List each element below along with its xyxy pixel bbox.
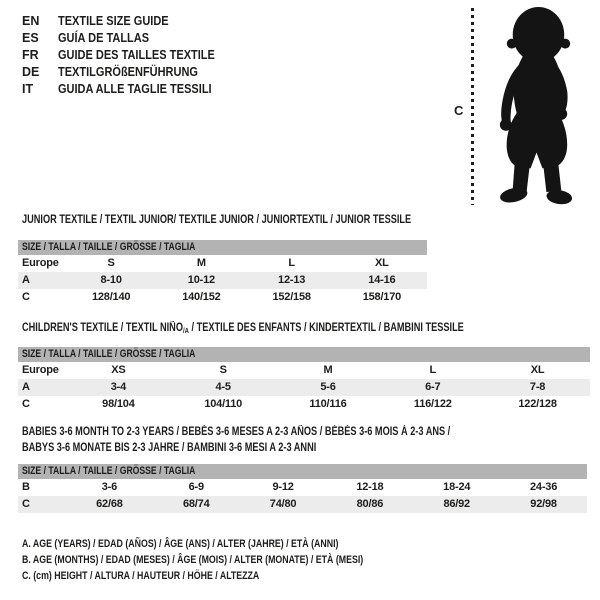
size-cell: 140/152 bbox=[182, 291, 221, 303]
row-label: C bbox=[22, 498, 30, 510]
size-cell: S bbox=[107, 257, 115, 269]
size-cell: XS bbox=[111, 364, 126, 376]
size-cell: 9-12 bbox=[272, 481, 294, 493]
size-cell: 116/122 bbox=[413, 398, 452, 410]
language-row bbox=[22, 47, 236, 64]
children-section-title: CHILDREN'S TEXTILE / TEXTIL $NIÑO_{/A}$ / TEXTILE DES ENFANTS / KINDERTEXTIL / BAMBINI TESSILE bbox=[22, 322, 464, 335]
size-cell: 14-16 bbox=[368, 274, 396, 286]
size-cell: L bbox=[429, 364, 437, 376]
legend-line-height: C. (cm) HEIGHT / ALTURA / HAUTEUR / HÖHE / ALTEZZA bbox=[22, 570, 260, 582]
table-row bbox=[18, 479, 587, 496]
size-cell: S bbox=[219, 364, 227, 376]
language-list bbox=[22, 13, 236, 98]
size-cell: 104/110 bbox=[204, 398, 243, 410]
size-cell: 92/98 bbox=[530, 498, 557, 510]
language-row bbox=[22, 81, 236, 98]
size-cell: 6-7 bbox=[425, 381, 441, 393]
row-label: A bbox=[22, 381, 30, 393]
row-label: C bbox=[22, 398, 30, 410]
size-cell: M bbox=[196, 257, 206, 269]
height-measure-line bbox=[471, 8, 474, 205]
size-cell: 12-18 bbox=[356, 481, 384, 493]
size-cell: 152/158 bbox=[272, 291, 311, 303]
language-title: TEXTILE SIZE GUIDE bbox=[58, 14, 169, 28]
size-cell: 110/116 bbox=[309, 398, 347, 410]
size-cell: 24-36 bbox=[529, 481, 558, 493]
language-row bbox=[22, 13, 236, 30]
row-label: Europe bbox=[22, 364, 59, 376]
size-cell: 122/128 bbox=[518, 398, 557, 410]
table-row bbox=[18, 289, 427, 306]
size-cell: 7-8 bbox=[529, 381, 546, 393]
row-label: C bbox=[22, 291, 30, 303]
junior-size-table bbox=[18, 240, 427, 306]
size-cell: 158/170 bbox=[362, 291, 402, 303]
language-title: GUÍA DE TALLAS bbox=[58, 31, 150, 45]
size-cell: 86/92 bbox=[443, 498, 470, 510]
language-code: FR bbox=[22, 48, 39, 62]
language-title: GUIDE DES TAILLES TEXTILE bbox=[58, 48, 215, 62]
language-title: TEXTILGRÖßENFÜHRUNG bbox=[58, 65, 198, 79]
size-cell: 98/104 bbox=[102, 398, 135, 410]
size-cell: 128/140 bbox=[91, 291, 131, 303]
children-size-table bbox=[18, 347, 590, 413]
table-row bbox=[18, 255, 427, 272]
language-code: ES bbox=[22, 31, 39, 45]
legend-line-age-months: B. AGE (MONTHS) / EDAD (MESES) / ÂGE (MOIS) / ALTER (MONATE) / ETÀ (MESI) bbox=[22, 554, 364, 566]
size-cell: XL bbox=[375, 257, 389, 269]
table-header-bar: SIZE / TALLA / TAILLE / GRÖSSE / TAGLIA bbox=[18, 464, 587, 479]
babies-section-title: BABIES 3-6 MONTH TO 2-3 YEARS / BEBÉS 3-6 MESES A 2-3 AÑOS / BÉBÉS 3-6 MOIS À 2-3 ANS / BABYS 3-6 MONATE BIS 2-3 JAHRE / BAMBINI 3-6 MESI A 2-3 ANNI bbox=[22, 426, 451, 454]
size-cell: 18-24 bbox=[443, 481, 471, 493]
size-cell: 8-10 bbox=[100, 274, 122, 286]
table-row bbox=[18, 379, 590, 396]
language-code: EN bbox=[22, 14, 40, 28]
table-row bbox=[18, 396, 590, 413]
size-cell: XL bbox=[530, 364, 545, 376]
language-code: DE bbox=[22, 65, 40, 79]
table-row bbox=[18, 496, 587, 513]
row-label: Europe bbox=[22, 257, 59, 269]
table-header-bar: SIZE / TALLA / TAILLE / GRÖSSE / TAGLIA bbox=[18, 347, 590, 362]
size-cell: 74/80 bbox=[269, 498, 297, 510]
language-title: GUIDA ALLE TAGLIE TESSILI bbox=[58, 82, 212, 96]
table-row bbox=[18, 272, 427, 289]
height-label: C bbox=[454, 103, 464, 118]
size-cell: 12-13 bbox=[278, 274, 306, 286]
language-row bbox=[22, 64, 236, 81]
size-cell: 62/68 bbox=[96, 498, 123, 510]
junior-section-title: JUNIOR TEXTILE / TEXTIL JUNIOR/ TEXTILE JUNIOR / JUNIORTEXTIL / JUNIOR TESSILE bbox=[22, 214, 412, 226]
size-cell: 5-6 bbox=[320, 381, 336, 393]
baby-silhouette-icon bbox=[477, 4, 596, 210]
language-code: IT bbox=[22, 82, 34, 96]
row-label: B bbox=[22, 481, 30, 493]
size-cell: L bbox=[288, 257, 295, 269]
legend bbox=[22, 536, 449, 584]
size-cell: 6-9 bbox=[188, 481, 204, 493]
size-cell: 3-6 bbox=[101, 481, 118, 493]
size-cell: M bbox=[323, 364, 333, 376]
table-header-bar: SIZE / TALLA / TAILLE / GRÖSSE / TAGLIA bbox=[18, 240, 427, 255]
babies-size-table bbox=[18, 464, 587, 513]
legend-line-age-years: A. AGE (YEARS) / EDAD (AÑOS) / ÂGE (ANS) / ALTER (JAHRE) / ETÀ (ANNI) bbox=[22, 538, 339, 550]
size-cell: 80/86 bbox=[356, 498, 384, 510]
size-cell: 68/74 bbox=[182, 498, 210, 510]
table-row bbox=[18, 362, 590, 379]
size-cell: 3-4 bbox=[110, 381, 127, 393]
size-cell: 10-12 bbox=[187, 274, 215, 286]
size-cell: 4-5 bbox=[215, 381, 231, 393]
language-row bbox=[22, 30, 236, 47]
row-label: A bbox=[22, 274, 30, 286]
